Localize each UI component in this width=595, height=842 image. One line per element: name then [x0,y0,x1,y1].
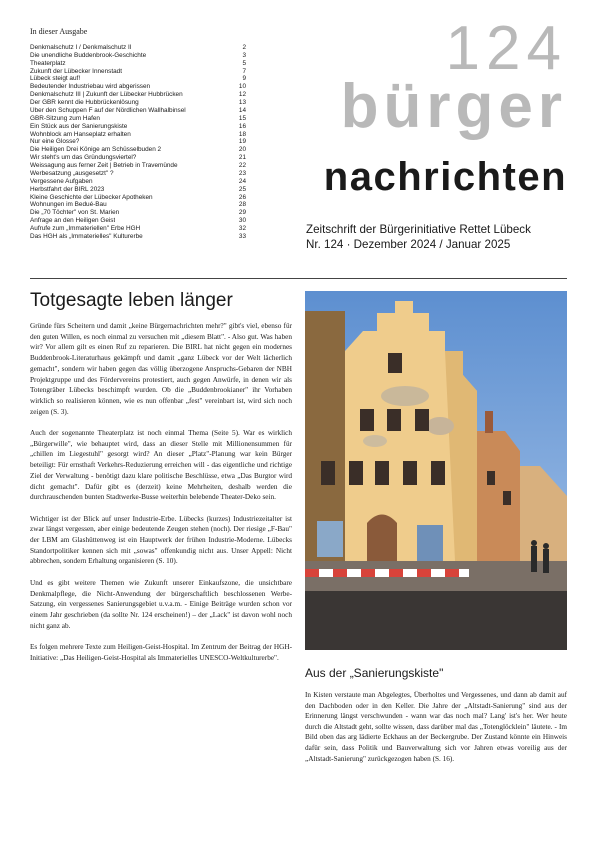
toc-item [30,107,246,115]
toc-item-page: 32 [238,225,246,232]
toc-item-page: 7 [242,67,246,75]
toc-item-page: 24 [238,177,246,185]
toc-item-title: Über den Schuppen F auf der Nördlichen Wallhalbinsel [30,106,186,114]
toc-item [30,201,246,209]
sidebar-headline: Aus der „Sanierungskiste" [305,666,444,680]
toc-item-page: 14 [238,106,246,114]
toc-item [30,170,246,178]
toc-item [30,131,246,139]
toc-item-title: Bedeutender Industriebau wird abgerissen [30,83,151,91]
article-paragraph: Es folgen mehrere Texte zum Heiligen-Geist-Hospital. Im Zentrum der Beitrag der HGH-Initiative: „Das Heiligen-Geist-Hospital als Immaterielles UNESCO-Weltkulturerbe". [30,643,292,662]
toc-item [30,60,246,68]
toc-item-page: 12 [238,91,246,99]
toc-item [30,68,246,76]
article-paragraph: Gründe fürs Scheitern und damit „keine Bürgernachrichten mehr?" gibt's viel, ebenso für den guten Willen, es noch einmal zu versuchen mit „diesem Blatt". - Also gut. Was haben wir? Vor allem gilt es einen Ruf zu reparieren. Die BIRL hat nicht gegen ein modernes Buddenbrook-Literaturhaus gekämpft und damit „ganz Lübeck vor der Welt lächerlich gemacht", sondern wir haben gegen das völlig überzogene Anspruchs-Gebaren der NBH Projektgruppe und des Fördervereins protestiert, auch gegen Anwürfe, in denen wir als Totengräber Lübecks beschimpft wurden. Ob die „Buddenbrookianer" ihr Vorhaben wirklich so realisieren können, wie es nun offenbar „fest" vereinbart ist, wird sich noch zeigen (S. 3). [30,322,292,416]
article-body [30,321,292,674]
toc-item-page: 21 [238,154,246,162]
toc-item [30,178,246,186]
toc-item [30,209,246,217]
toc-item-page: 3 [242,51,246,59]
toc-item-page: 25 [238,185,246,193]
toc-item [30,154,246,162]
toc-item [30,138,246,146]
table-of-contents [30,28,246,241]
toc-item [30,162,246,170]
toc-item-page: 15 [238,114,246,122]
toc-item-title: Die Heiligen Drei Könige am Schüsselbuden 2 [30,146,162,154]
toc-item-title: Wohnblock am Hanseplatz erhalten [30,130,131,138]
sidebar-text: In Kisten verstaute man Abgelegtes, Überholtes und Vergessenes, und dann ab damit auf den Dachboden oder in den Keller. Die Jahre der „Altstadt-Sanierung" sind aus der Erinnerung längst verschwunden - wann war das noch mal? Lang' ist's her. Wer heute durch die Altstadt geht, sollte wissen, dass darüber mal das „Totenglöcklein" läutete. - Im Bild oben das arg lädierte Eckhaus an der Beckergrube. Der Zustand könnte ein Hinweis dafür sein, dass Politik und Bauverwaltung sich vor Jahren etwas voreilig aus der „Altstadt-Sanierung" zurückgezogen haben (S. 16). [305,691,567,763]
toc-item [30,91,246,99]
toc-item-title: Kleine Geschichte der Lübecker Apotheken [30,193,153,201]
toc-item-title: Denkmalschutz III | Zukunft der Lübecker Hubbrücken [30,91,183,99]
toc-item-title: Wohnungen im Bedué-Bau [30,201,107,209]
toc-item [30,194,246,202]
masthead-buerger: bürger [340,72,567,141]
sidebar-body [305,690,567,764]
issue-number: 124 [445,14,567,83]
toc-item-page: 9 [242,75,246,83]
toc-item-title: Die „70 Töchter" von St. Marien [30,209,120,217]
toc-item-page: 28 [238,201,246,209]
toc-item-title: Vergessene Aufgaben [30,177,93,185]
toc-item-page: 10 [238,83,246,91]
toc-item-page: 16 [238,122,246,130]
toc-item-page: 19 [238,138,246,146]
toc-item-title: Herbstfahrt der BIRL 2023 [30,185,105,193]
building-photo [305,291,567,650]
toc-item [30,146,246,154]
toc-item-title: Die unendliche Buddenbrook-Geschichte [30,51,147,59]
toc-list [30,44,246,241]
toc-item-title: Aufrufe zum „Immateriellen" Erbe HGH [30,225,141,232]
article-paragraph: Und es gibt weitere Themen wie Zukunft unserer Einkaufszone, die unsichtbare Denkmalpflege, die Nicht-Anwendung der bürgerschaftlich beschlossenen Werbe-Satzung, ein vergessenes Sanierungsgebiet u.v.a.m. - Einige Beiträge wurden schon vor einem Jahr geschrieben (da sollte Nr. 124 erscheinen!) – der „Lack" ist davon wohl noch nicht ganz ab. [30,578,292,630]
masthead-nachrichten: nachrichten [323,155,567,199]
toc-item [30,123,246,131]
toc-item-page: 5 [242,59,246,67]
toc-item-title: Das HGH als „Immaterielles" Kulturerbe [30,232,143,240]
toc-item [30,225,246,233]
toc-item-title: GBR-Sitzung zum Hafen [30,114,100,122]
toc-item-title: Zukunft der Lübecker Innenstadt [30,67,123,75]
article-headline: Totgesagte leben länger [30,290,233,311]
toc-item-title: Nur eine Glosse? [30,138,80,146]
article-paragraph: Wichtiger ist der Blick auf unser Industrie-Erbe. Lübecks (kurzes) Industriezeitalter ist zwar längst vergessen, aber einige bedeutende Zeugen stehen (noch). Der riesige „F-Bau" der LBM am Glashüttenweg ist ein Hauptwerk der frühen Industrie-Moderne. Lübecks Standortpolitiker kennen sich mit „sowas" offenkundig nicht aus. Unser Appell: Nicht abbrechen, sondern Erhaltung organisieren (S. 10). [30,514,292,566]
horizontal-rule [30,278,567,279]
toc-item [30,115,246,123]
toc-item [30,75,246,83]
building-photo-illustration [305,291,567,650]
toc-item-title: Werbesatzung „ausgesetzt" ? [30,169,114,177]
issue-date-line: Nr. 124 · Dezember 2024 / Januar 2025 [306,238,511,251]
toc-item-title: Anfrage an den Heiligen Geist [30,217,116,225]
toc-item-page: 23 [238,169,246,177]
toc-item-title: Ein Stück aus der Sanierungskiste [30,122,128,130]
toc-item-title: Denkmalschutz I / Denkmalschutz II [30,43,132,51]
toc-item-title: Theaterplatz [30,59,66,67]
toc-item-page: 13 [238,99,246,106]
masthead-subtitle [306,222,568,252]
toc-item [30,186,246,194]
toc-item-page: 22 [238,162,246,169]
toc-item [30,52,246,60]
toc-item-title: Wir steht's um das Gründungsviertel? [30,154,137,162]
toc-item-page: 2 [242,43,246,51]
toc-item-page: 26 [238,193,246,201]
publisher-line: Zeitschrift der Bürgerinitiative Rettet Lübeck [306,223,531,236]
toc-item-page: 18 [238,130,246,138]
toc-item-title: Weissagung aus ferner Zeit | Betrieb in Travemünde [30,162,178,169]
toc-item [30,233,246,241]
toc-item [30,44,246,52]
toc-item-page: 20 [238,146,246,154]
toc-item-page: 30 [238,217,246,225]
toc-item [30,83,246,91]
toc-item-title: Lübeck steigt auf! [30,75,81,83]
toc-item-page: 29 [238,209,246,217]
toc-item [30,99,246,107]
article-paragraph: Auch der sogenannte Theaterplatz ist noch einmal Thema (Seite 5). War es wirklich „Bürgerwille", wie behauptet wird, dass an dieser Stelle mit Millionensummen für „chillen im Liegestuhl" gesorgt wird? An dieser „Platz"-Planung war kein Bürger beteiligt: Für ernsthaft Verkehrs-Reduzierung erreichen will - das eigentliche und richtige Ziel der Verwaltung - benötigt dazu klare politische Beschlüsse, etwa „Das Burgtor wird dicht gemacht". Dafür gibt es (derzeit) keine Mehrheiten, deshalb werden die durchrauschenden bunten Stadtwerke-Busse weiterhin belebende Theater-Deko sein. [30,429,292,502]
toc-item [30,217,246,225]
barrier [305,569,469,577]
toc-item-page: 33 [238,232,246,240]
toc-heading: In dieser Ausgabe [30,27,88,36]
toc-item-title: Der GBR kennt die Hubbrückenlösung [30,99,139,106]
